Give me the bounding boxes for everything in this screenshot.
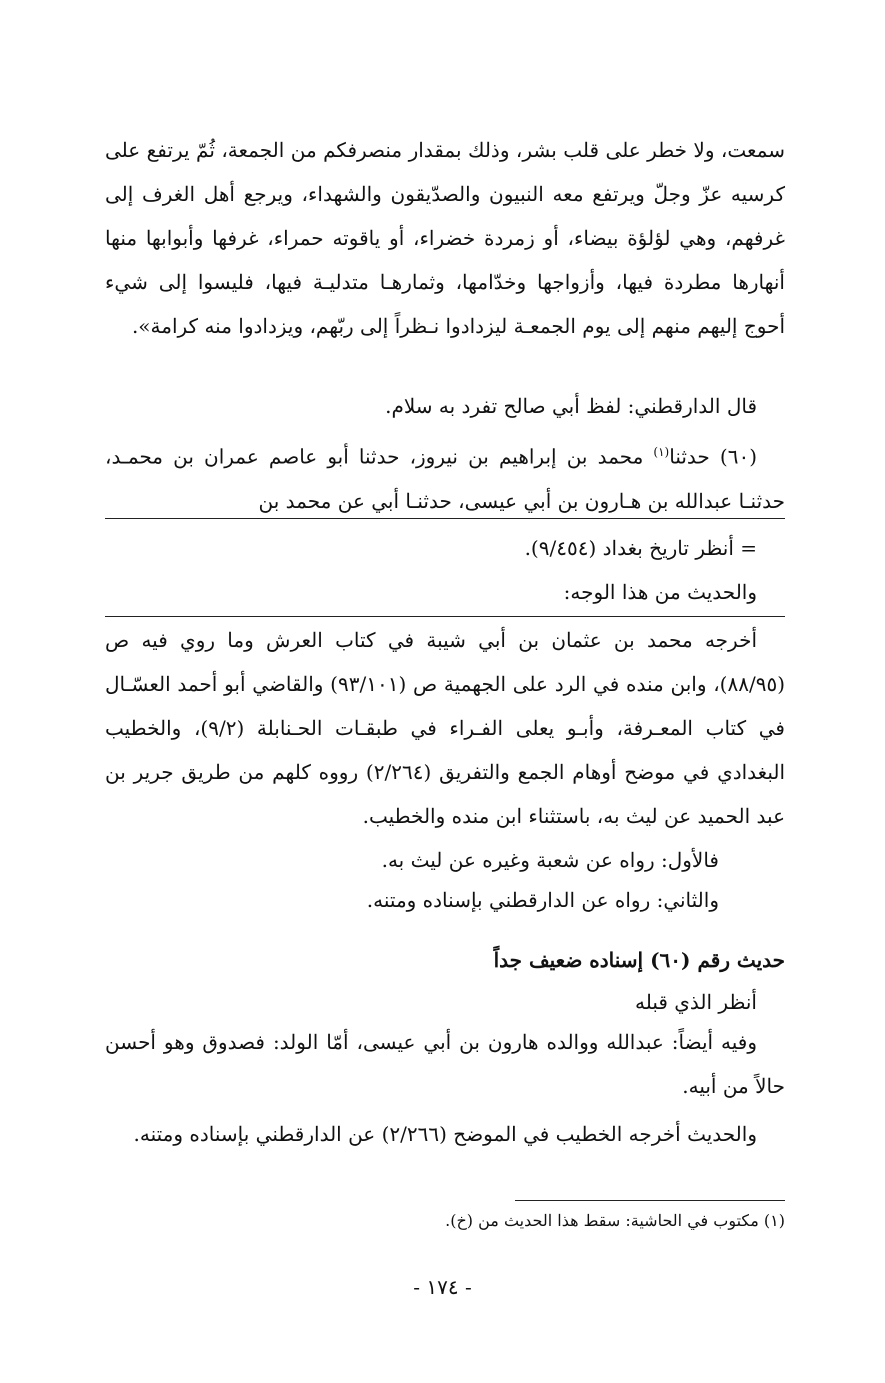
footnote-rule [515,1200,785,1201]
paragraph-text: سمعت، ولا خطر على قلب بشر، وذلك بمقدار منصرفكم من الجمعة، ثُمّ يرتفع على كرسيه عزّ وجلّ ويرتفع معه النبيون والصدّيقون والشهداء، ويرجع أهل الغرف إلى غرفهم، وهي لؤلؤة بيضاء، أو زمردة خضراء، أو ياقوته حمراء، غرفها وأبوابها منها أنهارها مطردة فيها، وأزواجها وخدّامها، وثمارهـا متدليـة فيها، فليسوا إلى شيء أحوج إليهم منهم إلى يوم الجمعـة ليزدادوا نـظراً إلى ربّهم، ويزدادوا منه كرامة». [105,138,785,338]
footnote-ref[interactable]: (١) [653,445,670,459]
hadith-60-text [105,430,785,523]
hadith-60-chain: محمد بن إبراهيم بن نيروز، حدثنا أبو عاصم عمران بن محمـد، حدثنـا عبدالله بن هـارون بن أبي عيسى، حدثنـا أبي عن محمد بن [105,444,785,513]
footnote-continuation: = أنظر تاريخ بغداد (٩/٤٥٤). [524,536,757,560]
paragraph-hadith-60 [105,430,785,523]
narrators-text: وفيه أيضاً: عبدالله ووالده هارون بن أبي عيسى، أمّا الولد: فصدوق وهو أحسن حالاً من أبيه. [105,1030,785,1098]
paragraph-khatib [105,1112,785,1156]
second-route: والثاني: رواه عن الدارقطني بإسناده ومتنه. [366,888,719,912]
see-previous: أنظر الذي قبله [634,990,757,1014]
takhrij-text: أخرجه محمد بن عثمان بن أبي شيبة في كتاب العرش وما روي فيه ص (٨٨/٩٥)، وابن منده في الرد على الجهمية ص (٩٣/١٠١) والقاضي أبو أحمد العسّـال في كتاب المعـرفة، وأبـو يعلى الفـراء في طبقـات الحـنابلة (٩/٢)، والخطيب البغدادي في موضح أوهام الجمع والتفريق (٢/٢٦٤) رووه كلهم من طريق جرير بن عبد الحميد عن ليث به، باستثناء ابن منده والخطيب. [105,628,786,828]
text-separator-rule [105,518,785,519]
paragraph-takhrij [105,618,785,838]
daraqutni-note: قال الدارقطني: لفظ أبي صالح تفرد به سلام. [385,394,757,418]
section-intro: والحديث من هذا الوجه: [563,580,757,604]
hadith-60-start: (٦٠) حدثنا [669,444,758,469]
footnote: (١) مكتوب في الحاشية: سقط هذا الحديث من (خ). [445,1211,785,1230]
section-separator-rule [105,616,785,617]
page-number: - ١٧٤ - [413,1275,472,1299]
paragraph-narrators [105,1020,785,1108]
hadith-grade-heading: حديث رقم (٦٠) إسناده ضعيف جداً [493,948,785,972]
first-route: فالأول: رواه عن شعبة وغيره عن ليث به. [381,848,719,872]
khatib-text: والحديث أخرجه الخطيب في الموضح (٢/٢٦٦) عن الدارقطني بإسناده ومتنه. [133,1122,757,1146]
paragraph-hadith-end [105,128,785,348]
